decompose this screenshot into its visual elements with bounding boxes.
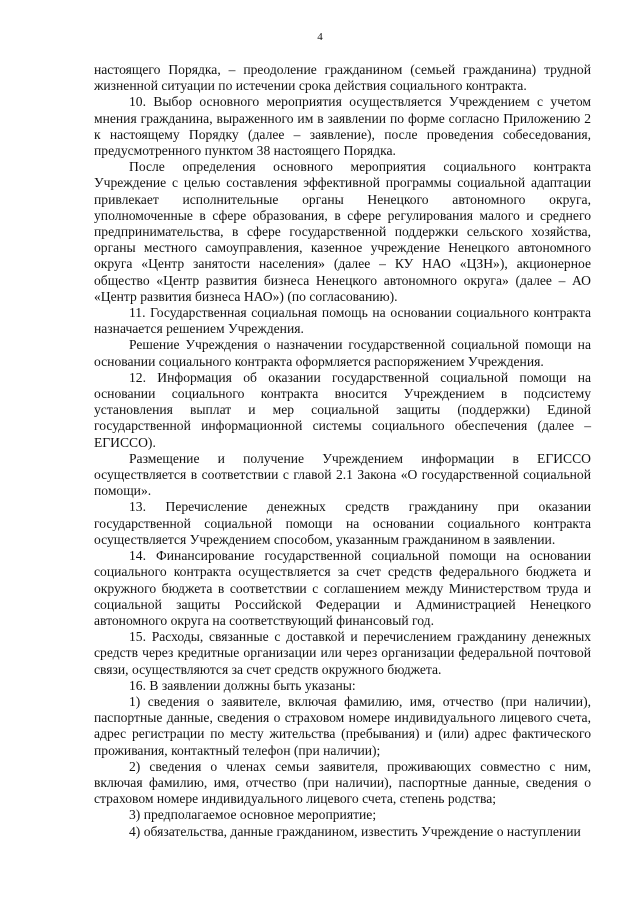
list-item-2: 2) сведения о членах семьи заявителя, проживающих совместно с ним, включая фамилию, имя, отчество (при наличии), паспортные данные, сведения о страховом номере индивидуального лицевого счета, степень родства; — [94, 758, 591, 807]
paragraph-egisso: Размещение и получение Учреждением информации в ЕГИССО осуществляется в соответствии с главой 2.1 Закона «О государственной социальной помощи». — [94, 450, 591, 499]
list-item-1: 1) сведения о заявителе, включая фамилию, имя, отчество (при наличии), паспортные данные, сведения о страховом номере индивидуального лицевого счета, адрес регистрации по месту жительства (пребывания) и (или) адрес фактического проживания, контактный телефон (при наличии); — [94, 693, 591, 758]
list-item-4: 4) обязательства, данные гражданином, известить Учреждение о наступлении — [129, 823, 581, 839]
paragraph-item-14: 14. Финансирование государственной социальной помощи на основании социального контракта осуществляется за счет средств федерального бюджета и окружного бюджета в соответствии с соглашением между Министерством труда и социальной защиты Российской Федерации и Администрацией Ненецкого автономного округа на соответствующий финансовый год. — [94, 548, 591, 628]
paragraph-decision: Решение Учреждения о назначении государственной социальной помощи на основании социального контракта оформляется распоряжением Учреждения. — [94, 337, 591, 369]
paragraph-item-15: 15. Расходы, связанные с доставкой и перечислением гражданину денежных средств через кредитные организации или через организации федеральной почтовой связи, осуществляются за счет средств окружного бюджета. — [94, 629, 591, 677]
list-item-3: 3) предполагаемое основное мероприятие; — [129, 807, 377, 823]
paragraph-item-16: 16. В заявлении должны быть указаны: — [129, 677, 356, 693]
paragraph-item-10: 10. Выбор основного мероприятия осуществляется Учреждением с учетом мнения гражданина, выраженного им в заявлении по форме согласно Приложению 2 к настоящему Порядку (далее – заявление), после проведения собеседования, предусмотренного пунктом 38 настоящего Порядка. — [94, 94, 591, 159]
paragraph-item-12: 12. Информация об оказании государственной социальной помощи на основании социального контракта вносится Учреждением в подсистему установления выплат и мер социальной защиты (поддержки) Единой государственной информационной системы социального обеспечения (далее – ЕГИССО). — [94, 369, 591, 450]
paragraph-agencies: После определения основного мероприятия социального контракта Учреждение с целью составления эффективной программы социальной адаптации привлекает исполнительные органы Ненецкого автономного округа, уполномоченные в сфере образования, в сфере регулирования малого и среднего предпринимательства, в сфере государственной поддержки сельского хозяйства, органы местного самоуправления, казенное учреждение Ненецкого автономного округа «Центр занятости населения» (далее – КУ НАО «ЦЗН»), акционерное общество «Центр развития бизнеса Ненецкого автономного округа» (далее – АО «Центр развития бизнеса НАО») (по согласованию). — [94, 159, 591, 304]
paragraph-item-13: 13. Перечисление денежных средств гражданину при оказании государственной социальной помощи на основании социального контракта осуществляется Учреждением способом, указанным гражданином в заявлении. — [94, 499, 591, 547]
document-body — [94, 62, 591, 840]
paragraph-continuation: настоящего Порядка, – преодоление гражданином (семьей гражданина) трудной жизненной ситуации по истечении срока действия социального контракта. — [94, 62, 591, 94]
paragraph-item-11: 11. Государственная социальная помощь на основании социального контракта назначается решением Учреждения. — [94, 305, 591, 337]
page-number: 4 — [317, 31, 323, 43]
